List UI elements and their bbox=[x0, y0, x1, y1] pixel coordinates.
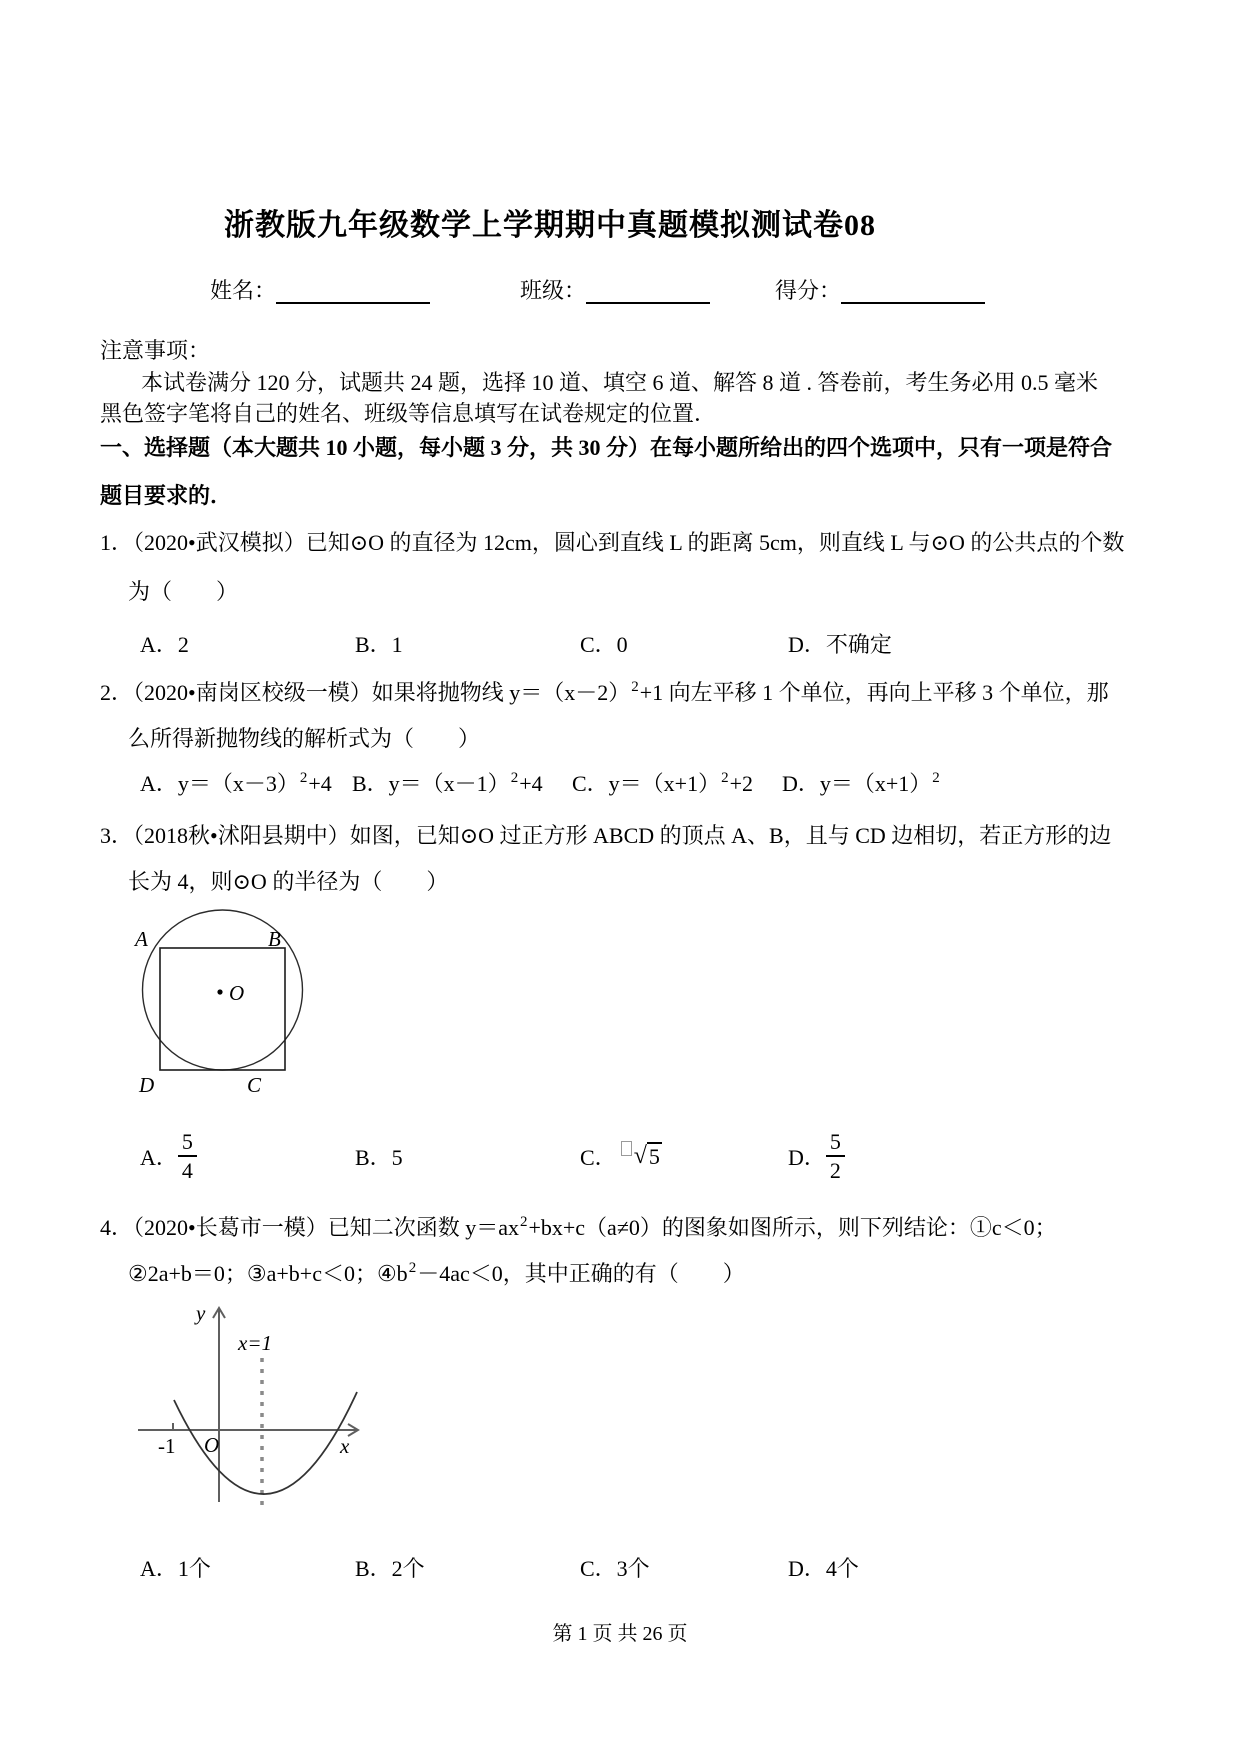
option-1d: D．不确定 bbox=[788, 632, 892, 657]
option-1b: B．1 bbox=[355, 632, 403, 657]
class-field-label: 班级： bbox=[520, 278, 587, 303]
option-1a: A．2 bbox=[140, 632, 189, 657]
center-point bbox=[217, 989, 222, 994]
section-heading-line-1: 一、选择题（本大题共 10 小题，每小题 3 分，共 30 分）在每小题所给出的四个选项中，只有一项是符合 bbox=[100, 435, 1113, 460]
missing-glyph-box-icon bbox=[621, 1141, 632, 1156]
footer-page-number: 第 1 页 共 26 页 bbox=[552, 1623, 688, 1645]
score-field-label: 得分： bbox=[775, 278, 842, 303]
option-4d: D．4个 bbox=[788, 1556, 859, 1581]
option-3b: B．5 bbox=[355, 1144, 403, 1170]
notice-line-2: 黑色签字笔将自己的姓名、班级等信息填写在试卷规定的位置． bbox=[100, 401, 717, 426]
fraction: $\frac{5}{4}$ bbox=[178, 1128, 197, 1184]
question-2-text-line-1: 2．（2020•南岗区校级一模）如果将抛物线 $y=(x-2)^2+1$ 向左平移 1 个单位，再向上平移 3 个单位，那 bbox=[100, 679, 1109, 705]
vertex-a-label: A bbox=[135, 927, 148, 951]
question-2-options bbox=[0, 769, 1240, 799]
figure-parabola bbox=[128, 1296, 373, 1514]
option-4a: A．1个 bbox=[140, 1556, 211, 1581]
question-4-text-line-2: ②2a+b＝0；③a+b+c＜0；$④b^2-4ac<0$，其中正确的有（ ） bbox=[128, 1260, 745, 1286]
question-3-text-line-1: 3．（2018秋•沭阳县期中）如图，已知⊙O 过正方形 ABCD 的顶点 A、B，且与 CD 边相切，若正方形的边 bbox=[100, 823, 1112, 848]
option-2c: C．$y=(x+1)^2+2$ bbox=[572, 770, 754, 796]
option-1c: C．0 bbox=[580, 632, 628, 657]
question-1-text-line-1: 1．（2020•武汉模拟）已知⊙O 的直径为 12cm，圆心到直线 L 的距离 5cm，则直线 L 与⊙O 的公共点的个数 bbox=[100, 530, 1125, 555]
vertex-d-label: D bbox=[139, 1073, 155, 1097]
option-2d: D．$y=(x+1)^2$ bbox=[782, 770, 940, 796]
option-3c: C． √ 5 bbox=[580, 1142, 660, 1170]
figure-circle-square bbox=[115, 902, 345, 1102]
question-4-options bbox=[0, 1554, 1240, 1584]
notice-line-1: 本试卷满分 120 分，试题共 24 题，选择 10 道、填空 6 道、解答 8 道 . 答卷前，考生务必用 0.5 毫米 bbox=[141, 370, 1099, 395]
exam-title: 浙教版九年级数学上学期期中真题模拟测试卷08 bbox=[224, 209, 876, 242]
x-axis-label: x bbox=[340, 1434, 350, 1458]
question-1-text-line-2: 为（ ） bbox=[128, 579, 239, 604]
option-4b: B．2个 bbox=[355, 1556, 425, 1581]
question-2-text-line-2: 么所得新抛物线的解析式为（ ） bbox=[128, 726, 481, 751]
section-heading-line-2: 题目要求的． bbox=[100, 483, 233, 508]
notice-heading: 注意事项： bbox=[100, 338, 211, 363]
option-2a: A．$y=(x-3)^2+4$ bbox=[140, 770, 332, 796]
option-3a: A． $\frac{5}{4}$ bbox=[140, 1124, 197, 1188]
radical-sign: √ bbox=[633, 1142, 647, 1169]
vertex-c-label: C bbox=[247, 1073, 262, 1097]
option-2b: B．$y=(x-1)^2+4$ bbox=[352, 770, 543, 796]
parabola-curve bbox=[174, 1392, 357, 1494]
class-field-blank bbox=[586, 276, 710, 304]
vertex-b-label: B bbox=[268, 927, 281, 951]
question-3-text-line-2: 长为 4，则⊙O 的半径为（ ） bbox=[128, 869, 449, 894]
center-o-label: O bbox=[229, 981, 245, 1005]
question-4-text-line-1: 4．（2020•长葛市一模）已知二次函数 $y=ax^2+bx+c(a\ne 0)$的图象如图所示，则下列结论：①c＜0； bbox=[100, 1214, 1057, 1240]
option-3d: D． $\frac{5}{2}$ bbox=[788, 1124, 845, 1188]
origin-label: O bbox=[204, 1433, 220, 1457]
symmetry-axis-label: x=1 bbox=[238, 1331, 272, 1355]
square-abcd bbox=[160, 948, 285, 1070]
name-field-blank bbox=[276, 276, 430, 304]
question-3-options bbox=[0, 1124, 1240, 1188]
superscript: 2 bbox=[408, 1260, 417, 1276]
question-1-options bbox=[0, 630, 1240, 660]
fraction: $\frac{5}{2}$ bbox=[826, 1128, 845, 1184]
superscript: 2 bbox=[519, 1214, 528, 1230]
tick-minus-1-label: -1 bbox=[158, 1434, 176, 1458]
y-axis-label: y bbox=[196, 1301, 206, 1325]
score-field-blank bbox=[841, 276, 985, 304]
option-4c: C．3个 bbox=[580, 1556, 650, 1581]
name-field-label: 姓名： bbox=[210, 278, 277, 303]
superscript: 2 bbox=[631, 679, 639, 695]
